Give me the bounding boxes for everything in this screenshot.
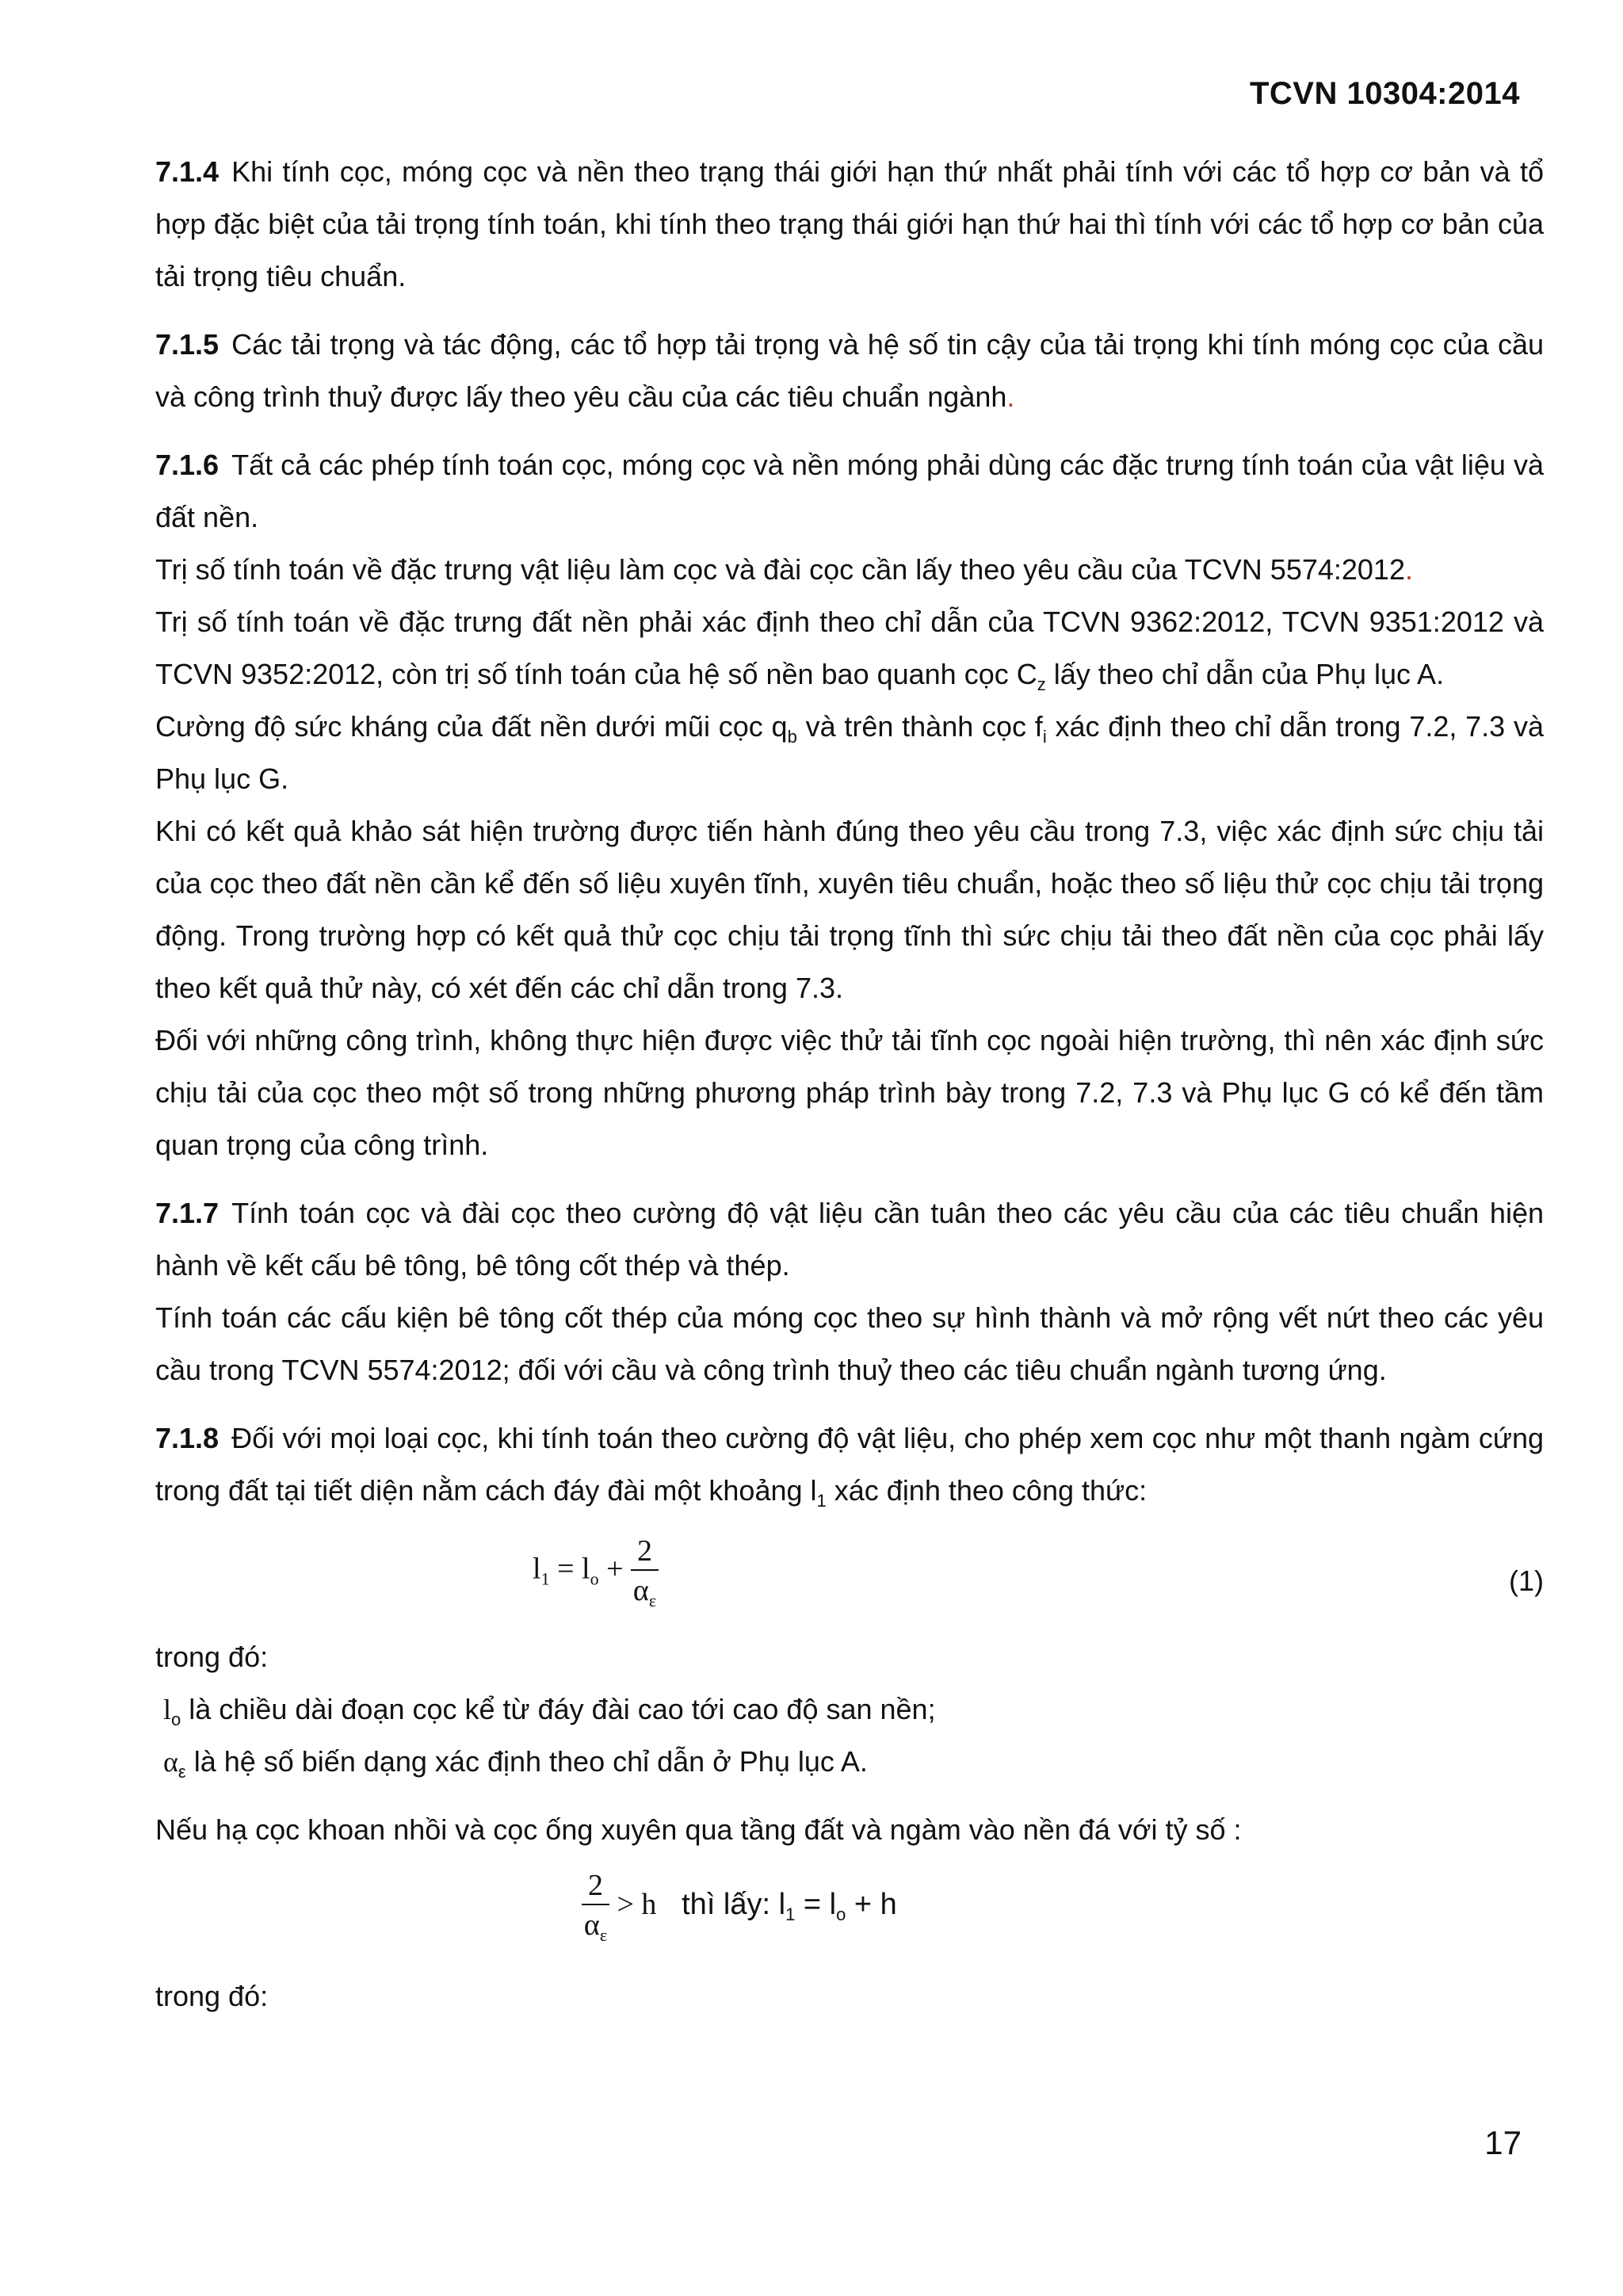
paragraph-text: Cường độ sức kháng của đất nền dưới mũi cọc q: [155, 710, 788, 743]
plus-sign: +: [598, 1552, 631, 1586]
paragraph-text: Trị số tính toán về đặc trưng vật liệu làm cọc và đài cọc cần lấy theo yêu cầu của TCVN 5574:2012: [155, 553, 1405, 586]
definition-text: là hệ số biến dạng xác định theo chỉ dẫn ở Phụ lục A.: [185, 1745, 868, 1778]
section-number: 7.1.5: [155, 328, 220, 361]
where-label: trong đó:: [155, 1980, 269, 2012]
paragraph: [155, 701, 1544, 805]
subscript: b: [787, 727, 797, 747]
section-7-1-4: [155, 146, 1544, 303]
paragraph: Tính toán các cấu kiện bê tông cốt thép của móng cọc theo sự hình thành và mở rộng vết nứt theo các yêu cầu trong TCVN 5574:2012; đối với cầu và công trình thuỷ theo các tiêu chuẩn ngành tương ứng.: [155, 1301, 1544, 1386]
formula-1: [155, 1531, 1544, 1631]
formula-text: = l: [795, 1888, 837, 1922]
subscript: ε: [178, 1762, 186, 1782]
paragraph-text: Trị số tính toán về đặc trưng đất nền phải xác định theo chỉ dẫn của TCVN 9362:2012, TCVN 9351:2012 và TCVN 9352:2012, còn trị số tính toán của hệ số nền bao quanh cọc C: [155, 606, 1544, 690]
paragraph: Đối với những công trình, không thực hiện được việc thử tải tĩnh cọc ngoài hiện trường, thì nên xác định sức chịu tải của cọc theo một số trong những phương pháp trình bày trong 7.2, 7.3 và Phụ lục G có kể đến tầm quan trọng của công trình.: [155, 1024, 1544, 1161]
subscript: z: [1037, 674, 1046, 694]
section-number: 7.1.4: [155, 155, 220, 188]
subscript: o: [836, 1904, 846, 1925]
subscript: 1: [816, 1491, 827, 1511]
paragraph: [155, 596, 1544, 701]
symbol-l: l: [582, 1552, 590, 1586]
paragraph-text: xác định theo chỉ dẫn trong 7.2, 7.3 và Phụ lục G.: [155, 710, 1544, 795]
comparison: > h: [609, 1888, 657, 1922]
red-period: .: [1006, 380, 1015, 413]
section-7-1-5: [155, 319, 1544, 423]
section-7-1-6: [155, 439, 1544, 544]
paragraph-text: Tất cả các phép tính toán cọc, móng cọc và nền móng phải dùng các đặc trưng tính toán của vật liệu và đất nền.: [155, 449, 1544, 533]
paragraph-text: và trên thành cọc f: [796, 710, 1043, 743]
subscript: 1: [540, 1568, 550, 1589]
subscript: ε: [648, 1591, 657, 1610]
subscript: i: [1042, 727, 1047, 747]
section-7-1-7: [155, 1187, 1544, 1292]
fraction: [582, 1867, 609, 1945]
numerator: 2: [582, 1867, 609, 1905]
standard-header: TCVN 10304:2014: [1249, 76, 1520, 111]
formula-expression: [533, 1533, 659, 1610]
fraction: [631, 1533, 659, 1610]
formula-text: thì lấy: l: [682, 1888, 786, 1922]
section-number: 7.1.6: [155, 449, 220, 481]
alpha-symbol: α: [632, 1574, 649, 1607]
page-number: 17: [1484, 2124, 1522, 2161]
red-period: .: [1404, 553, 1413, 586]
definition-text: là chiều dài đoạn cọc kể từ đáy đài cao tới cao độ san nền;: [181, 1693, 936, 1725]
formula-2: [155, 1867, 1544, 1970]
paragraph: [155, 544, 1544, 596]
formula-text: + h: [846, 1888, 897, 1922]
paragraph: Khi có kết quả khảo sát hiện trường được tiến hành đúng theo yêu cầu trong 7.3, việc xác định sức chịu tải của cọc theo đất nền cần kể đến số liệu xuyên tĩnh, xuyên tiêu chuẩn, hoặc theo số liệu thử cọc chịu tải trọng động. Trong trường hợp có kết quả thử cọc chịu tải trọng tĩnh thì sức chịu tải theo đất nền của cọc phải lấy theo kết quả thử này, có xét đến các chỉ dẫn trong 7.3.: [155, 815, 1544, 1004]
symbol-l: l: [533, 1552, 541, 1586]
section-number: 7.1.8: [155, 1422, 220, 1454]
numerator: 2: [631, 1533, 659, 1571]
paragraph: Nếu hạ cọc khoan nhồi và cọc ống xuyên qua tầng đất và ngàm vào nền đá với tỷ số :: [155, 1813, 1242, 1846]
formula-expression: [582, 1867, 897, 1945]
definition-lo: [155, 1683, 1544, 1736]
section-number: 7.1.7: [155, 1197, 220, 1229]
alpha-symbol: α: [583, 1908, 600, 1942]
subscript: o: [171, 1710, 181, 1729]
document-body: [155, 146, 1544, 2023]
paragraph-text: Đối với mọi loại cọc, khi tính toán theo cường độ vật liệu, cho phép xem cọc như một thanh ngàm cứng trong đất tại tiết diện nằm cách đáy đài một khoảng l: [155, 1422, 1544, 1507]
denominator: [631, 1571, 659, 1610]
subscript: 1: [785, 1904, 796, 1925]
subscript: ε: [599, 1925, 608, 1945]
paragraph-text: Tính toán cọc và đài cọc theo cường độ vật liệu cần tuân theo các yêu cầu của các tiêu chuẩn hiện hành về kết cấu bê tông, bê tông cốt thép và thép.: [155, 1197, 1544, 1282]
symbol-l: l: [163, 1694, 172, 1725]
equation-number: (1): [1509, 1564, 1544, 1597]
denominator: [582, 1905, 609, 1945]
section-text: Khi tính cọc, móng cọc và nền theo trạng thái giới hạn thứ nhất phải tính với các tổ hợp cơ bản và tổ hợp đặc biệt của tải trọng tính toán, khi tính theo trạng thái giới hạn thứ hai thì tính với các tổ hợp cơ bản của tải trọng tiêu chuẩn.: [155, 155, 1544, 292]
definition-alpha: [155, 1736, 1544, 1788]
section-7-1-8: [155, 1412, 1544, 1517]
paragraph-text: xác định theo công thức:: [826, 1474, 1148, 1507]
alpha-symbol: α: [163, 1746, 178, 1778]
section-text: Các tải trọng và tác động, các tổ hợp tải trọng và hệ số tin cậy của tải trọng khi tính móng cọc của cầu và công trình thuỷ được lấy theo yêu cầu của các tiêu chuẩn ngành: [155, 328, 1544, 413]
paragraph-text: lấy theo chỉ dẫn của Phụ lục A.: [1045, 658, 1445, 690]
equals-sign: =: [549, 1552, 582, 1586]
where-label: trong đó:: [155, 1641, 269, 1673]
subscript: o: [590, 1568, 599, 1589]
